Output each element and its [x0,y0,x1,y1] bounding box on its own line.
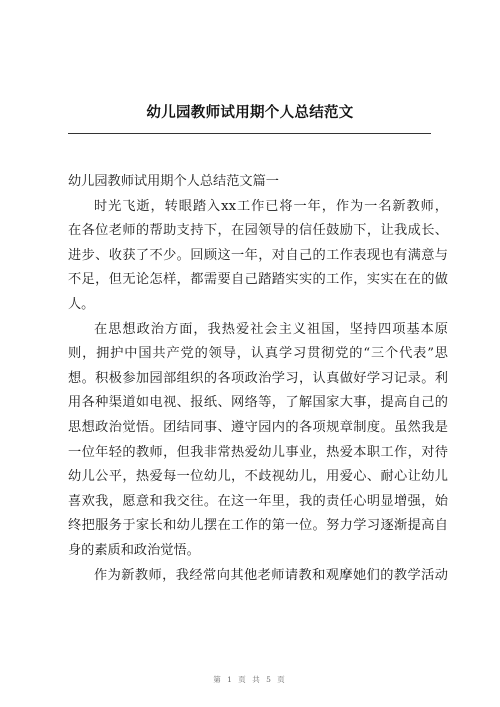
paragraph-line: 在各位老师的帮助支持下，在园领导的信任鼓励下，让我成长、 [68,223,448,239]
document-body [68,170,448,588]
paragraph-line: 身的素质和政治觉悟。 [68,542,200,558]
section-heading: 幼儿园教师试用期个人总结范文篇一 [68,174,279,189]
page-number: 第 1 页 共 5 页 [213,675,287,684]
paragraph-line: 幼儿公平，热爱每一位幼儿，不歧视幼儿，用爱心、耐心让幼儿 [68,469,448,485]
paragraph-line: 人。 [68,296,95,312]
paragraph-line: 进步、收获了不少。回顾这一年，对自己的工作表现也有满意与 [68,247,448,263]
paragraph-line: 喜欢我，愿意和我交往。在这一年里，我的责任心明显增强，始 [68,493,448,509]
paragraph-line: 思想政治觉悟。团结同事、遵守园内的各项规章制度。虽然我是 [68,419,448,435]
paragraph-line: 在思想政治方面，我热爱社会主义祖国，坚持四项基本原 [94,321,448,337]
paragraph-line: 一位年轻的教师，但我非常热爱幼儿事业，热爱本职工作，对待 [68,444,448,460]
paragraph-line: 用各种渠道如电视、报纸、网络等，了解国家大事，提高自己的 [68,395,448,411]
paragraph-line: 则，拥护中国共产党的领导，认真学习贯彻党的“三个代表”思 [68,346,448,362]
paragraph-line: 想。积极参加园部组织的各项政治学习，认真做好学习记录。利 [68,370,448,386]
title-divider [68,133,431,134]
paragraph-line: 不足，但无论怎样，都需要自己踏踏实实的工作，实实在在的做 [68,272,448,288]
paragraph-line: 时光飞逝，转眼踏入xx工作已将一年，作为一名新教师， [94,198,448,214]
paragraph-line: 作为新教师，我经常向其他老师请教和观摩她们的教学活动 [94,567,448,583]
document-title: 幼儿园教师试用期个人总结范文 [146,105,354,121]
paragraph-line: 终把服务于家长和幼儿摆在工作的第一位。努力学习逐渐提高自 [68,518,448,534]
